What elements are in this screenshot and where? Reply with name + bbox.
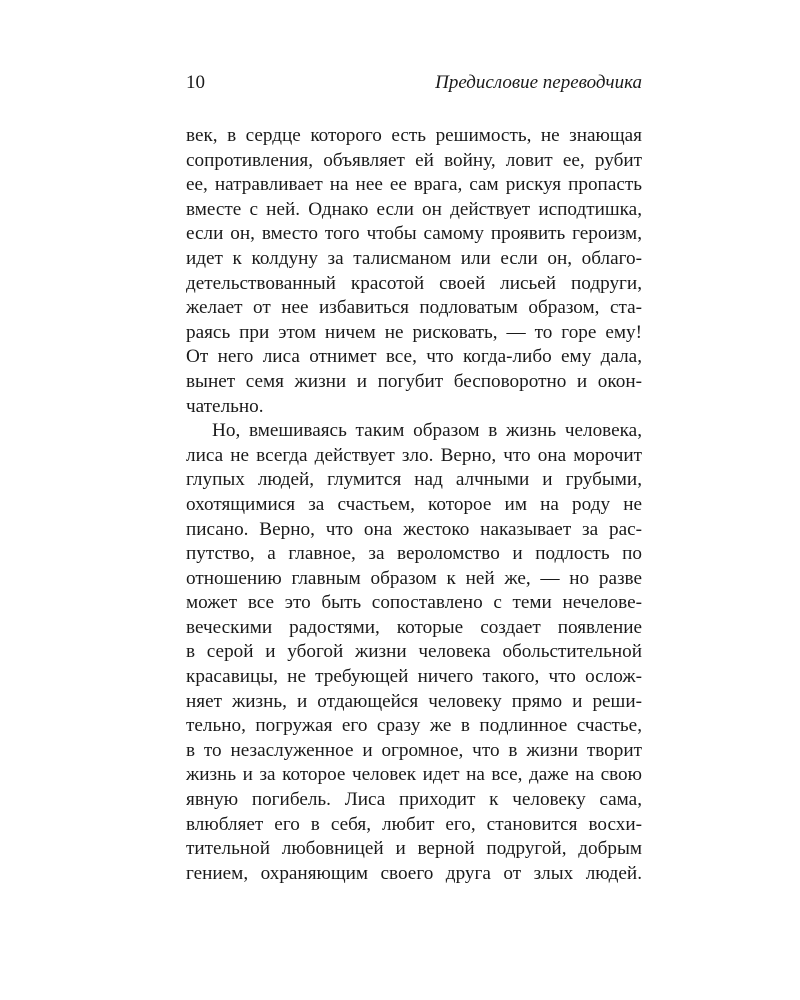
- text-line: гением, охраняющим своего друга от злых людей.: [186, 862, 642, 884]
- text-line: если он, вместо того чтобы самому проявить героизм,: [186, 223, 642, 245]
- text-line: век, в сердце которого есть решимость, не знающая: [186, 125, 642, 146]
- text-line: лиса не всегда действует зло. Верно, что она морочит: [186, 444, 642, 466]
- paragraph-end-line: чательно.: [186, 395, 264, 417]
- text-line: явную погибель. Лиса приходит к человеку сама,: [186, 789, 642, 811]
- text-line: путство, а главное, за вероломство и подлость по: [186, 543, 642, 565]
- text-line: охотящимися за счастьем, которое им на роду не: [186, 493, 642, 515]
- text-line: красавицы, не требующей ничего такого, что ослож-: [186, 666, 642, 688]
- text-line: в серой и убогой жизни человека обольстительной: [186, 641, 642, 663]
- text-line: писано. Верно, что она жестоко наказывает за рас-: [186, 518, 642, 540]
- text-line: глупых людей, глумится над алчными и грубыми,: [186, 469, 642, 491]
- paragraph-start-line: Но, вмешиваясь таким образом в жизнь человека,: [212, 420, 642, 442]
- running-title: Предисловие переводчика: [435, 72, 642, 93]
- text-line: раясь при этом ничем не рисковать, — то горе ему!: [186, 321, 642, 343]
- text-line: сопротивления, объявляет ей войну, ловит ее, рубит: [186, 149, 642, 171]
- text-line: жизнь и за которое человек идет на все, даже на свою: [186, 764, 642, 786]
- page-header: [186, 72, 642, 102]
- text-line: влюбляет его в себя, любит его, становится восхи-: [186, 813, 642, 835]
- page-number: 10: [186, 72, 205, 93]
- text-line: идет к колдуну за талисманом или если он, облаго-: [186, 247, 642, 269]
- body-text: [186, 124, 642, 886]
- text-line: вынет семя жизни и погубит бесповоротно и окон-: [186, 370, 642, 392]
- text-line: тительной любовницей и верной подругой, добрым: [186, 838, 642, 860]
- text-line: От него лиса отнимет все, что когда-либо ему дала,: [186, 346, 642, 368]
- text-line: может все это быть сопоставлено с теми нечелове-: [186, 592, 642, 614]
- text-line: детельствованный красотой своей лисьей подруги,: [186, 272, 642, 294]
- text-line: отношению главным образом к ней же, — но разве: [186, 567, 642, 589]
- text-line: в то незаслуженное и огромное, что в жизни творит: [186, 739, 642, 761]
- text-line: няет жизнь, и отдающейся человеку прямо и реши-: [186, 690, 642, 712]
- text-line: тельно, погружая его сразу же в подлинное счастье,: [186, 715, 642, 737]
- text-line: вместе с ней. Однако если он действует исподтишка,: [186, 198, 642, 220]
- text-line: ее, натравливает на нее ее врага, сам рискуя пропасть: [186, 174, 642, 196]
- text-line: желает от нее избавиться подловатым образом, ста-: [186, 297, 642, 319]
- text-line: веческими радостями, которые создает появление: [186, 616, 642, 638]
